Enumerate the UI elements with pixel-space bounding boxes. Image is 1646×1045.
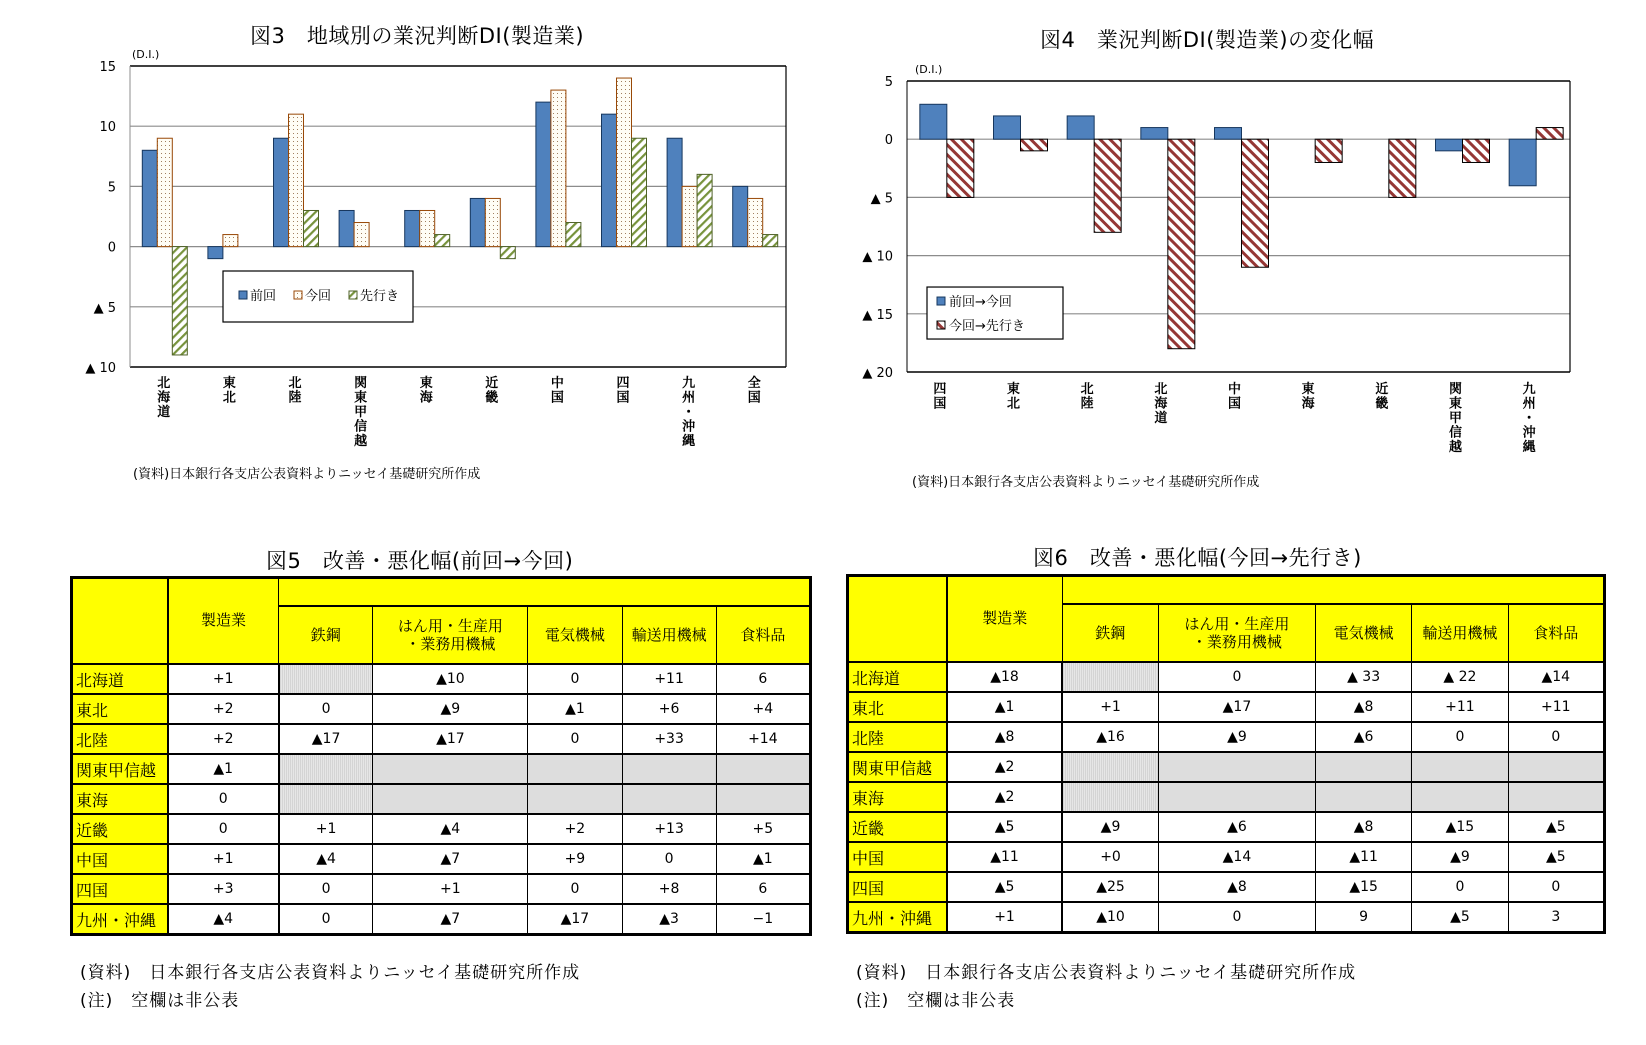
value-cell: ▲17 bbox=[1158, 692, 1315, 722]
row-label: 九州・沖縄 bbox=[72, 904, 168, 935]
svg-text:沖: 沖 bbox=[682, 419, 696, 435]
svg-text:5: 5 bbox=[107, 180, 116, 196]
blank-cell bbox=[1062, 752, 1158, 782]
fig3-title: 図3 地域別の業況判断DI(製造業) bbox=[250, 24, 585, 48]
row-label: 関東甲信越 bbox=[72, 754, 168, 784]
svg-text:東: 東 bbox=[1301, 382, 1315, 397]
value-cell: ▲5 bbox=[1508, 812, 1604, 842]
svg-text:・: ・ bbox=[1522, 411, 1536, 426]
header-mfg: 製造業 bbox=[947, 576, 1062, 663]
blank-cell bbox=[373, 754, 528, 784]
svg-text:北: 北 bbox=[1154, 382, 1168, 397]
row-label: 近畿 bbox=[848, 812, 947, 842]
header-corner bbox=[848, 576, 947, 663]
svg-text:0: 0 bbox=[107, 240, 116, 256]
header-col-4: 食料品 bbox=[716, 606, 810, 664]
svg-text:信: 信 bbox=[1448, 425, 1463, 441]
blank-cell bbox=[1062, 662, 1158, 692]
value-cell: ▲1 bbox=[947, 692, 1062, 722]
svg-text:関: 関 bbox=[1448, 382, 1463, 397]
svg-text:前回→今回: 前回→今回 bbox=[949, 295, 1012, 311]
value-cell: 0 bbox=[1508, 872, 1604, 902]
header-col-2: 電気機械 bbox=[528, 606, 622, 664]
svg-text:▲ 10: ▲ 10 bbox=[85, 361, 116, 376]
value-cell: +13 bbox=[622, 814, 716, 844]
value-cell: ▲16 bbox=[1062, 722, 1158, 752]
blank-cell bbox=[1508, 782, 1604, 812]
value-cell: 0 bbox=[1508, 722, 1604, 752]
value-cell: +14 bbox=[716, 724, 810, 754]
header-col-4: 食料品 bbox=[1508, 604, 1604, 662]
value-cell: ▲4 bbox=[279, 844, 373, 874]
blank-cell bbox=[1158, 782, 1315, 812]
header-spacer bbox=[1062, 576, 1604, 605]
value-cell: ▲4 bbox=[373, 814, 528, 844]
svg-text:15: 15 bbox=[99, 60, 116, 75]
header-col-3: 輸送用機械 bbox=[622, 606, 716, 664]
value-cell: 0 bbox=[279, 874, 373, 904]
blank-cell bbox=[279, 754, 373, 784]
value-cell: ▲ 22 bbox=[1412, 662, 1508, 692]
value-cell: ▲9 bbox=[373, 694, 528, 724]
table-row bbox=[72, 904, 811, 935]
blank-cell bbox=[1062, 782, 1158, 812]
value-cell: ▲3 bbox=[622, 904, 716, 935]
svg-text:関: 関 bbox=[354, 376, 368, 391]
value-cell: 0 bbox=[528, 874, 622, 904]
value-cell: +2 bbox=[528, 814, 622, 844]
svg-text:海: 海 bbox=[1154, 396, 1168, 412]
table-row bbox=[848, 902, 1605, 933]
svg-text:東: 東 bbox=[354, 390, 368, 406]
svg-text:国: 国 bbox=[747, 390, 761, 406]
svg-text:国: 国 bbox=[1227, 396, 1242, 412]
blank-cell bbox=[716, 754, 810, 784]
svg-text:縄: 縄 bbox=[682, 434, 696, 449]
fig3-source: (資料)日本銀行各支店公表資料よりニッセイ基礎研究所作成 bbox=[133, 467, 481, 482]
svg-text:前回: 前回 bbox=[250, 289, 277, 304]
value-cell: ▲17 bbox=[279, 724, 373, 754]
svg-text:中: 中 bbox=[550, 376, 564, 391]
svg-text:0: 0 bbox=[884, 133, 893, 149]
fig5-title: 図5 改善・悪化幅(前回→今回) bbox=[266, 549, 574, 573]
value-cell: 0 bbox=[279, 904, 373, 935]
table-row bbox=[848, 692, 1605, 722]
row-label: 北海道 bbox=[72, 664, 168, 694]
value-cell: +1 bbox=[279, 814, 373, 844]
fig4-source: (資料)日本銀行各支店公表資料よりニッセイ基礎研究所作成 bbox=[912, 475, 1260, 490]
blank-cell bbox=[1315, 782, 1411, 812]
row-label: 北海道 bbox=[848, 662, 947, 692]
table-row bbox=[848, 752, 1605, 782]
svg-text:海: 海 bbox=[1301, 396, 1315, 412]
svg-text:九: 九 bbox=[682, 376, 696, 391]
value-cell: ▲18 bbox=[947, 662, 1062, 692]
value-cell: ▲8 bbox=[1158, 872, 1315, 902]
value-cell: ▲5 bbox=[1412, 902, 1508, 933]
header-col-0: 鉄鋼 bbox=[1062, 604, 1158, 662]
value-cell: ▲10 bbox=[373, 664, 528, 694]
svg-text:越: 越 bbox=[354, 434, 368, 449]
svg-text:州: 州 bbox=[682, 390, 696, 406]
table-row bbox=[72, 724, 811, 754]
value-cell: ▲9 bbox=[1412, 842, 1508, 872]
value-cell: ▲2 bbox=[947, 752, 1062, 782]
value-cell: +4 bbox=[716, 694, 810, 724]
table-row bbox=[848, 782, 1605, 812]
header-col-2: 電気機械 bbox=[1315, 604, 1411, 662]
table-row bbox=[72, 694, 811, 724]
row-label: 四国 bbox=[848, 872, 947, 902]
row-label: 北陸 bbox=[848, 722, 947, 752]
blank-cell bbox=[1412, 782, 1508, 812]
fig3-chart bbox=[0, 0, 820, 470]
value-cell: 3 bbox=[1508, 902, 1604, 933]
svg-text:近: 近 bbox=[485, 376, 499, 391]
table-row bbox=[848, 812, 1605, 842]
value-cell: +9 bbox=[528, 844, 622, 874]
fig4-chart bbox=[820, 0, 1646, 490]
table-row bbox=[72, 754, 811, 784]
svg-text:甲: 甲 bbox=[1448, 411, 1463, 426]
value-cell: −1 bbox=[716, 904, 810, 935]
blank-cell bbox=[1412, 752, 1508, 782]
value-cell: ▲9 bbox=[1158, 722, 1315, 752]
table-row bbox=[848, 722, 1605, 752]
table-row bbox=[848, 662, 1605, 692]
blank-cell bbox=[279, 784, 373, 814]
svg-text:▲ 15: ▲ 15 bbox=[862, 307, 893, 323]
value-cell: ▲6 bbox=[1315, 722, 1411, 752]
svg-text:▲ 10: ▲ 10 bbox=[862, 249, 893, 265]
value-cell: 0 bbox=[1158, 662, 1315, 692]
header-corner bbox=[72, 578, 168, 665]
value-cell: ▲10 bbox=[1062, 902, 1158, 933]
svg-text:(D.I.): (D.I.) bbox=[132, 48, 160, 61]
value-cell: 0 bbox=[528, 664, 622, 694]
value-cell: 0 bbox=[1158, 902, 1315, 933]
value-cell: ▲8 bbox=[1315, 692, 1411, 722]
row-label: 関東甲信越 bbox=[848, 752, 947, 782]
row-label: 東北 bbox=[72, 694, 168, 724]
svg-text:北: 北 bbox=[222, 390, 236, 406]
value-cell: +6 bbox=[622, 694, 716, 724]
value-cell: +2 bbox=[168, 724, 279, 754]
row-label: 四国 bbox=[72, 874, 168, 904]
value-cell: +1 bbox=[168, 664, 279, 694]
value-cell: ▲5 bbox=[1508, 842, 1604, 872]
fig6-source: (資料) 日本銀行各支店公表資料よりニッセイ基礎研究所作成 bbox=[856, 963, 1357, 983]
svg-text:畿: 畿 bbox=[1375, 396, 1389, 412]
svg-text:縄: 縄 bbox=[1522, 440, 1536, 455]
svg-text:州: 州 bbox=[1522, 396, 1536, 412]
value-cell: ▲4 bbox=[168, 904, 279, 935]
value-cell: 0 bbox=[622, 844, 716, 874]
value-cell: +2 bbox=[168, 694, 279, 724]
value-cell: ▲17 bbox=[373, 724, 528, 754]
value-cell: ▲7 bbox=[373, 844, 528, 874]
value-cell: ▲11 bbox=[1315, 842, 1411, 872]
header-col-1: はん用・生産用 ・業務用機械 bbox=[373, 606, 528, 664]
svg-text:東: 東 bbox=[222, 376, 236, 391]
svg-text:▲ 20: ▲ 20 bbox=[862, 366, 893, 381]
fig5-table bbox=[70, 576, 812, 936]
value-cell: ▲2 bbox=[947, 782, 1062, 812]
value-cell: +1 bbox=[373, 874, 528, 904]
value-cell: +1 bbox=[1062, 692, 1158, 722]
svg-text:陸: 陸 bbox=[1080, 396, 1094, 412]
blank-cell bbox=[1158, 752, 1315, 782]
svg-text:(D.I.): (D.I.) bbox=[915, 63, 943, 76]
svg-text:海: 海 bbox=[419, 390, 433, 406]
svg-text:中: 中 bbox=[1227, 382, 1242, 397]
value-cell: ▲14 bbox=[1508, 662, 1604, 692]
svg-text:東: 東 bbox=[419, 376, 433, 391]
svg-text:陸: 陸 bbox=[288, 390, 302, 406]
svg-text:国: 国 bbox=[616, 390, 630, 406]
value-cell: +1 bbox=[947, 902, 1062, 933]
value-cell: ▲5 bbox=[947, 872, 1062, 902]
value-cell: ▲6 bbox=[1158, 812, 1315, 842]
svg-text:5: 5 bbox=[884, 75, 893, 90]
header-col-1: はん用・生産用 ・業務用機械 bbox=[1158, 604, 1315, 662]
svg-text:道: 道 bbox=[1154, 411, 1168, 426]
svg-text:国: 国 bbox=[550, 390, 564, 406]
value-cell: ▲15 bbox=[1412, 812, 1508, 842]
row-label: 東海 bbox=[848, 782, 947, 812]
blank-cell bbox=[716, 784, 810, 814]
value-cell: ▲15 bbox=[1315, 872, 1411, 902]
svg-text:沖: 沖 bbox=[1522, 425, 1536, 441]
svg-text:越: 越 bbox=[1448, 440, 1463, 455]
svg-text:東: 東 bbox=[1448, 396, 1463, 412]
table-row bbox=[72, 664, 811, 694]
svg-text:近: 近 bbox=[1375, 382, 1389, 397]
value-cell: +33 bbox=[622, 724, 716, 754]
value-cell: ▲ 33 bbox=[1315, 662, 1411, 692]
value-cell: 0 bbox=[168, 814, 279, 844]
table-row bbox=[72, 874, 811, 904]
header-col-3: 輸送用機械 bbox=[1412, 604, 1508, 662]
svg-text:四: 四 bbox=[616, 376, 630, 391]
value-cell: 6 bbox=[716, 664, 810, 694]
svg-text:今回→先行き: 今回→先行き bbox=[949, 319, 1025, 335]
value-cell: +0 bbox=[1062, 842, 1158, 872]
table-row bbox=[72, 844, 811, 874]
value-cell: ▲25 bbox=[1062, 872, 1158, 902]
value-cell: ▲14 bbox=[1158, 842, 1315, 872]
value-cell: +11 bbox=[1508, 692, 1604, 722]
value-cell: ▲17 bbox=[528, 904, 622, 935]
value-cell: ▲1 bbox=[716, 844, 810, 874]
value-cell: ▲1 bbox=[168, 754, 279, 784]
value-cell: 9 bbox=[1315, 902, 1411, 933]
value-cell: ▲11 bbox=[947, 842, 1062, 872]
svg-text:▲ 5: ▲ 5 bbox=[93, 300, 116, 316]
svg-text:10: 10 bbox=[99, 120, 116, 136]
blank-cell bbox=[1508, 752, 1604, 782]
value-cell: ▲9 bbox=[1062, 812, 1158, 842]
value-cell: +11 bbox=[622, 664, 716, 694]
row-label: 近畿 bbox=[72, 814, 168, 844]
blank-cell bbox=[1315, 752, 1411, 782]
value-cell: 0 bbox=[168, 784, 279, 814]
blank-cell bbox=[622, 784, 716, 814]
value-cell: 0 bbox=[528, 724, 622, 754]
row-label: 北陸 bbox=[72, 724, 168, 754]
svg-text:全: 全 bbox=[747, 376, 761, 391]
svg-text:北: 北 bbox=[157, 376, 171, 391]
svg-text:国: 国 bbox=[933, 396, 947, 412]
fig4-title: 図4 業況判断DI(製造業)の変化幅 bbox=[1040, 28, 1375, 52]
svg-text:▲ 5: ▲ 5 bbox=[870, 191, 893, 207]
svg-text:今回: 今回 bbox=[305, 289, 332, 304]
table-row bbox=[72, 784, 811, 814]
blank-cell bbox=[279, 664, 373, 694]
value-cell: ▲1 bbox=[528, 694, 622, 724]
svg-text:北: 北 bbox=[288, 376, 302, 391]
svg-text:先行き: 先行き bbox=[360, 289, 400, 304]
fig5-note: (注) 空欄は非公表 bbox=[80, 991, 240, 1011]
svg-text:信: 信 bbox=[354, 419, 368, 435]
blank-cell bbox=[528, 784, 622, 814]
svg-text:道: 道 bbox=[157, 405, 171, 420]
value-cell: ▲7 bbox=[373, 904, 528, 935]
header-mfg: 製造業 bbox=[168, 578, 279, 665]
svg-text:四: 四 bbox=[933, 382, 947, 397]
row-label: 東海 bbox=[72, 784, 168, 814]
value-cell: ▲8 bbox=[1315, 812, 1411, 842]
value-cell: 0 bbox=[279, 694, 373, 724]
value-cell: 0 bbox=[1412, 872, 1508, 902]
row-label: 中国 bbox=[72, 844, 168, 874]
fig5-source: (資料) 日本銀行各支店公表資料よりニッセイ基礎研究所作成 bbox=[80, 963, 581, 983]
value-cell: +1 bbox=[168, 844, 279, 874]
fig6-note: (注) 空欄は非公表 bbox=[856, 991, 1016, 1011]
table-row bbox=[848, 842, 1605, 872]
value-cell: ▲8 bbox=[947, 722, 1062, 752]
fig6-title: 図6 改善・悪化幅(今回→先行き) bbox=[1033, 546, 1362, 570]
header-col-0: 鉄鋼 bbox=[279, 606, 373, 664]
value-cell: +3 bbox=[168, 874, 279, 904]
header-spacer bbox=[279, 578, 811, 607]
value-cell: +11 bbox=[1412, 692, 1508, 722]
blank-cell bbox=[622, 754, 716, 784]
table-row bbox=[848, 872, 1605, 902]
fig6-table bbox=[846, 574, 1606, 934]
svg-text:甲: 甲 bbox=[354, 405, 368, 420]
svg-text:北: 北 bbox=[1006, 396, 1021, 412]
value-cell: +8 bbox=[622, 874, 716, 904]
table-row bbox=[72, 814, 811, 844]
row-label: 中国 bbox=[848, 842, 947, 872]
blank-cell bbox=[528, 754, 622, 784]
svg-text:東: 東 bbox=[1006, 382, 1021, 397]
svg-text:九: 九 bbox=[1522, 382, 1536, 397]
value-cell: 6 bbox=[716, 874, 810, 904]
row-label: 東北 bbox=[848, 692, 947, 722]
svg-text:畿: 畿 bbox=[485, 390, 499, 406]
row-label: 九州・沖縄 bbox=[848, 902, 947, 933]
svg-text:北: 北 bbox=[1080, 382, 1094, 397]
value-cell: 0 bbox=[1412, 722, 1508, 752]
svg-text:海: 海 bbox=[157, 390, 171, 406]
svg-text:・: ・ bbox=[682, 405, 696, 420]
value-cell: +5 bbox=[716, 814, 810, 844]
value-cell: ▲5 bbox=[947, 812, 1062, 842]
blank-cell bbox=[373, 784, 528, 814]
